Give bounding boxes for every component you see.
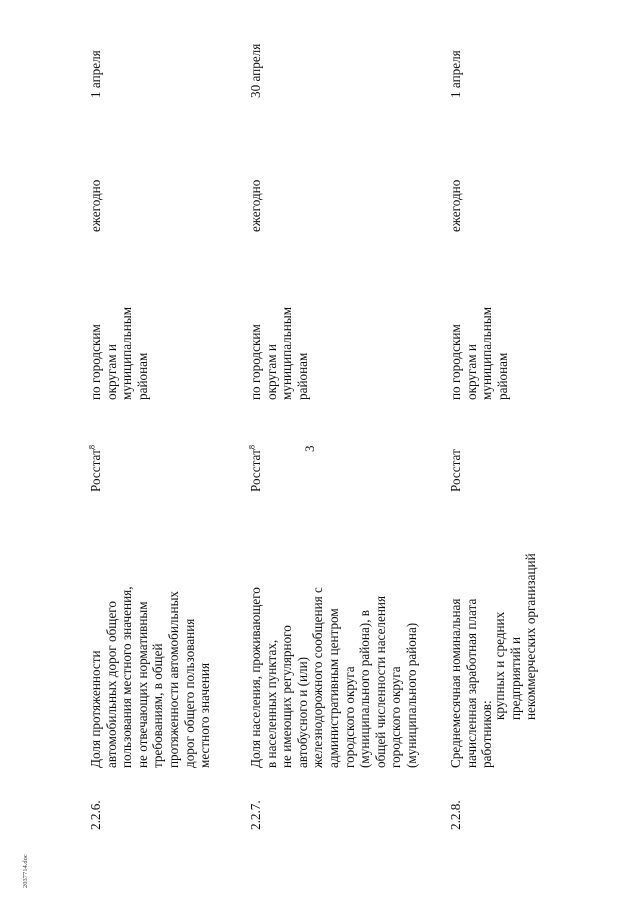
frequency: ежегодно [88,179,103,232]
indicator-name: Среднемесячная номинальная начисленная заработная плата работников: [448,598,495,768]
aggregation-level: по городским округам и муниципальным районам [248,306,310,400]
row-number: 2.2.7. [248,800,263,830]
deadline: 1 апреля [448,50,463,98]
data-source: Росстат$^8$ [86,444,103,492]
aggregation-level: по городским округам и муниципальным районам [448,306,510,400]
indicator-name: Доля протяженности автомобильных дорог общего пользования местного значения, не отвечающих нормативным требованиям, в общей протяженности автомобильных дорог общего пользования местного значения [88,586,213,768]
data-source: Росстат [448,449,463,492]
frequency: ежегодно [448,179,463,232]
aggregation-level: по городским округам и муниципальным районам [88,306,150,400]
frequency: ежегодно [248,179,263,232]
rotated-table [60,40,580,830]
footnote-ref: 8 [246,444,257,450]
data-source: Росстат$^8$ [246,444,263,492]
indicator-subitem: крупных и средних предприятий и некоммерческих организаций [492,553,539,720]
deadline: 30 апреля [248,43,263,98]
document-file-id: 2037714.doc [22,854,29,888]
row-number: 2.2.6. [88,800,103,830]
indicator-name: Доля населения, проживающего в населенных пунктах, не имеющих регулярного автобусного и (или) железнодорожного сообщения с административным центром городского округа (муниципального района), в общей численности населения городского округа (муниципального района) [248,587,419,768]
deadline: 1 апреля [88,50,103,98]
footnote-ref: 8 [86,444,97,450]
page-number: 3 [302,445,317,452]
row-number: 2.2.8. [448,800,463,830]
